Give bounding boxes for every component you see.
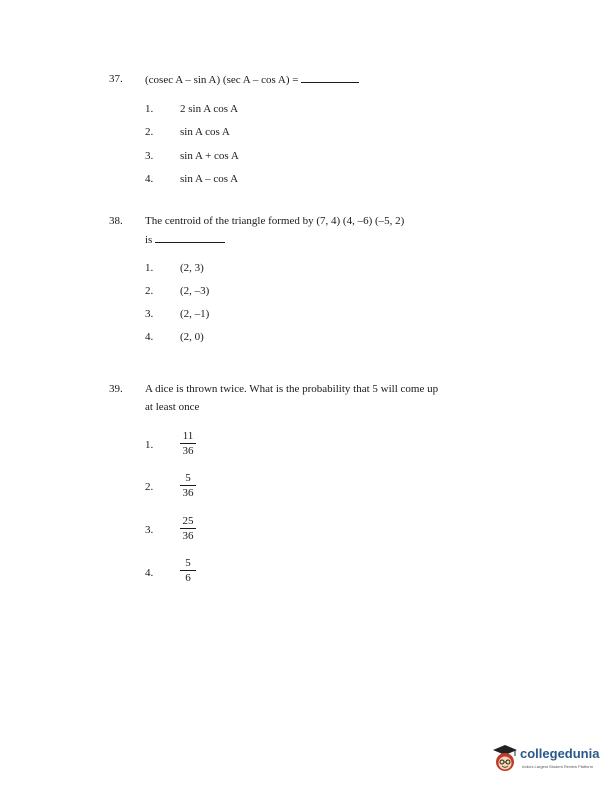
answer-blank bbox=[155, 233, 225, 243]
option-label: 2. bbox=[145, 285, 154, 297]
option-label: 4. bbox=[145, 331, 154, 343]
question-38-text-line2: is bbox=[145, 233, 225, 246]
question-38-number: 38. bbox=[109, 215, 123, 227]
option-label: 3. bbox=[145, 150, 154, 162]
fraction-numerator: 5 bbox=[185, 472, 191, 484]
option-fraction bbox=[178, 430, 198, 457]
fraction-denominator: 36 bbox=[182, 487, 194, 499]
fraction-denominator: 36 bbox=[182, 530, 194, 542]
option-label: 1. bbox=[145, 262, 154, 274]
option-text: sin A + cos A bbox=[180, 150, 239, 162]
logo-name: collegedunia bbox=[520, 746, 600, 761]
option-label: 1. bbox=[145, 103, 154, 115]
answer-blank bbox=[301, 73, 359, 83]
logo-tagline: India's Largest Student Review Platform bbox=[522, 764, 594, 769]
option-label: 1. bbox=[145, 439, 154, 451]
fraction-denominator: 36 bbox=[182, 445, 194, 457]
option-label: 4. bbox=[145, 567, 154, 579]
option-fraction bbox=[178, 515, 198, 542]
option-label: 3. bbox=[145, 524, 154, 536]
option-label: 2. bbox=[145, 126, 154, 138]
fraction-bar bbox=[180, 485, 196, 486]
option-text: (2, –1) bbox=[180, 308, 210, 320]
option-fraction bbox=[178, 472, 198, 499]
collegedunia-logo bbox=[491, 744, 607, 774]
option-text: sin A – cos A bbox=[180, 173, 239, 185]
fraction-denominator: 6 bbox=[185, 572, 191, 584]
fraction-numerator: 25 bbox=[182, 515, 194, 527]
option-label: 3. bbox=[145, 308, 154, 320]
option-text: (2, –3) bbox=[180, 285, 210, 297]
option-label: 4. bbox=[145, 173, 154, 185]
question-37-text: (cosec A – sin A) (sec A – cos A) = bbox=[145, 73, 359, 86]
fraction-bar bbox=[180, 443, 196, 444]
option-fraction bbox=[178, 557, 198, 584]
option-text: (2, 3) bbox=[180, 262, 204, 274]
fraction-numerator: 5 bbox=[185, 557, 191, 569]
question-39-number: 39. bbox=[109, 383, 123, 395]
option-text: 2 sin A cos A bbox=[180, 103, 239, 115]
question-39-text-line1: A dice is thrown twice. What is the probability that 5 will come up bbox=[145, 383, 439, 395]
option-text: sin A cos A bbox=[180, 126, 230, 138]
option-label: 2. bbox=[145, 481, 154, 493]
graduate-mascot-icon bbox=[491, 744, 519, 774]
question-39-text-line2: at least once bbox=[145, 401, 200, 413]
fraction-bar bbox=[180, 570, 196, 571]
fraction-bar bbox=[180, 528, 196, 529]
fraction-numerator: 11 bbox=[182, 430, 194, 442]
question-38-text-line1: The centroid of the triangle formed by (7, 4) (4, –6) (–5, 2) bbox=[145, 215, 405, 227]
question-37-number: 37. bbox=[109, 73, 123, 85]
option-text: (2, 0) bbox=[180, 331, 204, 343]
